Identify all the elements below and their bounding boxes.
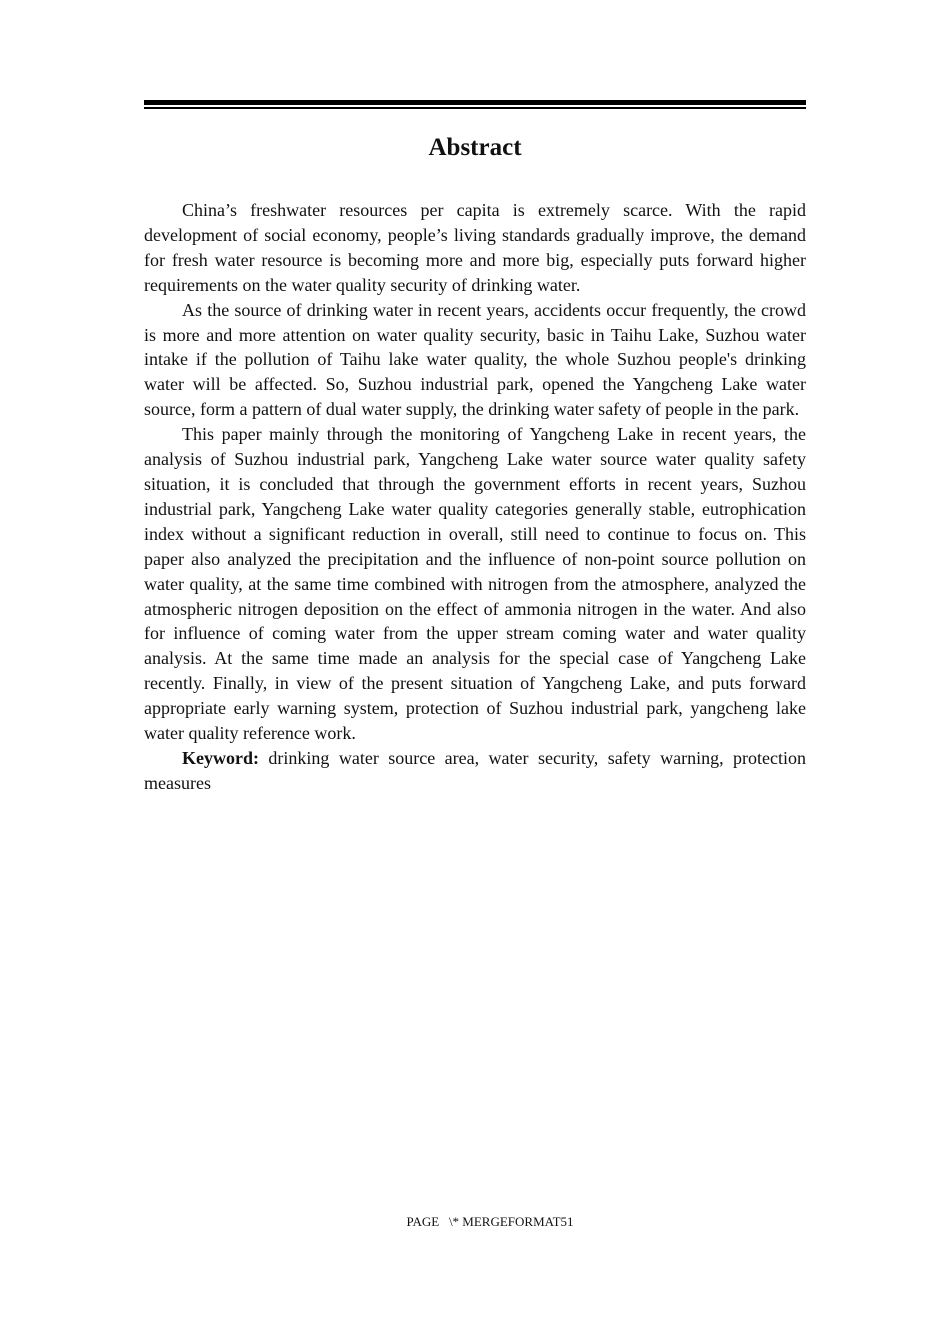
abstract-body bbox=[144, 198, 806, 796]
page-title: Abstract bbox=[428, 134, 522, 161]
keywords-text: drinking water source area, water security, safety warning, protection measures bbox=[144, 747, 806, 793]
header-rule-thick bbox=[144, 100, 806, 105]
header-rule bbox=[144, 100, 806, 109]
keywords-paragraph bbox=[144, 746, 806, 796]
abstract-paragraph-1: China’s freshwater resources per capita is extremely scarce. With the rapid development of social economy, people’s living standards gradually improve, the demand for fresh water resource is becoming more and more big, especially puts forward higher requirements on the water quality security of drinking water. bbox=[144, 200, 806, 295]
abstract-paragraph-3: This paper mainly through the monitoring of Yangcheng Lake in recent years, the analysis of Suzhou industrial park, Yangcheng Lake water source water quality safety situation, it is concluded that through the government efforts in recent years, Suzhou industrial park, Yangcheng Lake water quality categories generally stable, eutrophication index without a significant reduction in overall, still need to continue to focus on. This paper also analyzed the precipitation and the influence of non-point source pollution on water quality, at the same time combined with nitrogen from the atmosphere, analyzed the atmospheric nitrogen deposition on the effect of ammonia nitrogen in the water. And also for influence of coming water from the upper stream coming water and water quality analysis. At the same time made an analysis for the special case of Yangcheng Lake recently. Finally, in view of the present situation of Yangcheng Lake, and puts forward appropriate early warning system, protection of Suzhou industrial park, yangcheng lake water quality reference work. bbox=[144, 424, 806, 744]
abstract-paragraph-2: As the source of drinking water in recent years, accidents occur frequently, the crowd is more and more attention on water quality security, basic in Taihu Lake, Suzhou water intake if the pollution of Taihu lake water quality, the whole Suzhou people's drinking water will be affected. So, Suzhou industrial park, opened the Yangcheng Lake water source, form a pattern of dual water supply, the drinking water safety of people in the park. bbox=[144, 299, 806, 420]
keywords-label: Keyword: bbox=[182, 747, 259, 768]
page-footer: PAGE \* MERGEFORMAT51 bbox=[406, 1214, 574, 1229]
header-rule-thin bbox=[144, 107, 806, 109]
